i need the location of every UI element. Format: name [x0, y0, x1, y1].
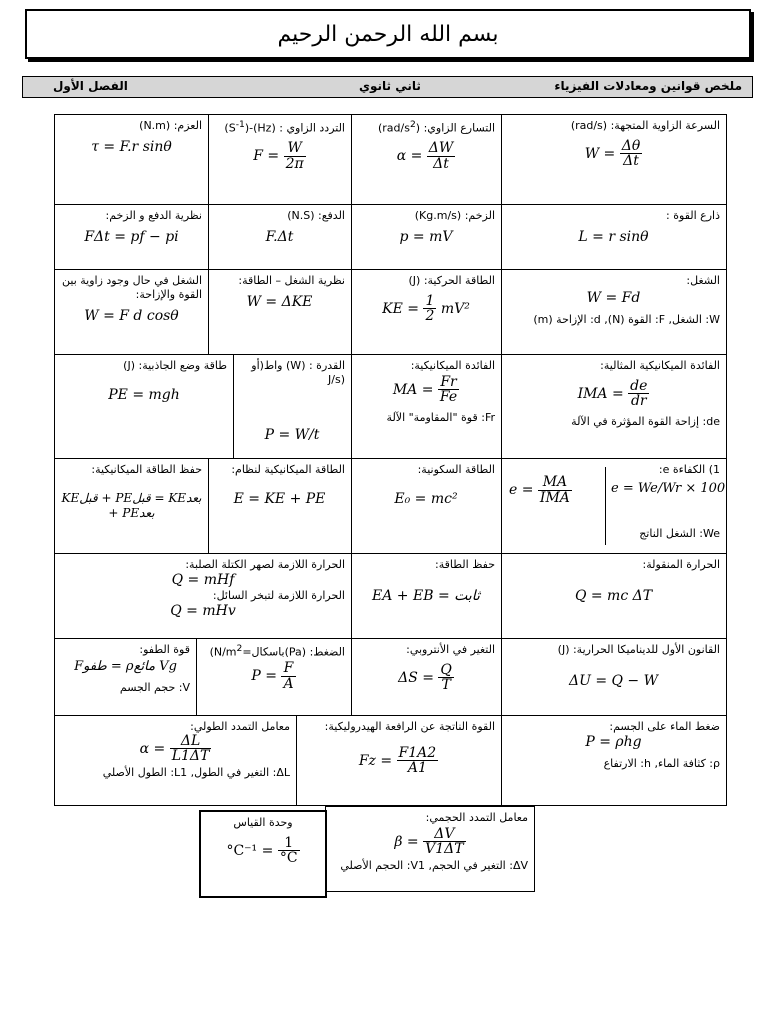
vaporization-heat-formula: Q = mHv	[170, 603, 236, 619]
angular-velocity-label: السرعة الزاوية المتجهة: (rad/s)	[570, 119, 720, 132]
fraction-numerator: 1	[425, 292, 435, 309]
formula-lhs: α =	[396, 148, 423, 165]
energy-conservation-formula: KEقبل + PEقبل = KEبعد + PEبعد	[61, 490, 202, 520]
fraction-numerator: Δθ	[621, 137, 641, 154]
linear-expansion-cell	[54, 715, 297, 806]
first-law-label: القانون الأول للديناميكا الحرارية: (J)	[557, 643, 720, 656]
efficiency-note: We: الشغل الناتج	[639, 527, 720, 540]
energy-conservation-ab-label: حفظ الطاقة:	[435, 558, 495, 571]
kinetic-energy-cell	[350, 269, 502, 355]
torque-cell	[54, 114, 209, 205]
formula-lhs: W =	[584, 145, 616, 162]
formula-rhs: mV²	[440, 300, 470, 317]
work-energy-cell	[207, 269, 352, 355]
chapter-label: الفصل الأول	[53, 79, 128, 93]
unit-cell	[199, 810, 327, 898]
unit-exponent: 2	[409, 119, 416, 130]
torque-formula: τ = F.r sinθ	[91, 138, 172, 155]
fraction-denominator: 2	[425, 308, 435, 325]
hydraulic-lift-label: القوة الناتجة عن الرافعة الهيدروليكية:	[324, 720, 495, 733]
rest-energy-label: الطاقة السكونية:	[417, 463, 495, 476]
fraction-numerator: 1	[278, 836, 300, 852]
unit-label: وحدة القياس	[233, 816, 293, 829]
ideal-ma-label: الفائدة الميكانيكية المثالية:	[600, 359, 720, 372]
fraction-numerator: ΔV	[423, 827, 465, 843]
angular-velocity-cell	[500, 114, 727, 205]
pressure-formula	[202, 661, 345, 691]
formula-lhs: °C⁻¹ =	[226, 842, 274, 859]
formula-lhs: P =	[251, 668, 278, 685]
fraction-numerator: W	[284, 141, 306, 157]
efficiency-formula-ma	[509, 475, 572, 505]
lever-arm-label: ذارع القوة :	[666, 209, 720, 222]
energy-conservation-ab-cell	[350, 553, 502, 639]
energy-conservation-ab-formula: EA + EB = ثابت	[372, 587, 480, 604]
formula-lhs: α =	[139, 740, 166, 757]
first-law-formula: ΔU = Q − W	[568, 672, 659, 689]
work-angle-formula: W = F d cosθ	[84, 307, 179, 324]
angular-velocity-formula	[507, 139, 720, 169]
unit-formula	[207, 836, 319, 866]
potential-energy-formula: PE = mgh	[108, 386, 180, 403]
momentum-cell	[350, 204, 502, 270]
potential-energy-cell	[54, 354, 234, 459]
latent-heat-cell	[54, 553, 352, 639]
mechanical-energy-formula: E = KE + PE	[233, 490, 326, 507]
fraction-denominator: V1ΔT	[425, 841, 464, 858]
formula-lhs: Fz =	[358, 752, 393, 769]
mechanical-advantage-cell	[350, 354, 502, 459]
vaporization-heat-label: الحرارة اللازمة لتبخر السائل:	[212, 589, 345, 603]
work-angle-label: الشغل في حال وجود زاوية بين القوة والإزاحة:	[62, 274, 202, 301]
efficiency-divider	[605, 467, 606, 545]
potential-energy-label: طاقة وضع الجاذبية: (J)	[123, 359, 227, 372]
buoyancy-label: قوة الطفو:	[139, 643, 190, 656]
volume-expansion-cell	[325, 806, 535, 892]
unit-exponent: 2	[236, 643, 243, 654]
first-law-cell	[500, 638, 727, 716]
power-formula: P = W/t	[264, 426, 320, 443]
work-cell	[500, 269, 727, 355]
water-pressure-note: ρ: كثافة الماء, h: الارتفاع	[603, 757, 720, 771]
kinetic-energy-formula	[357, 294, 495, 324]
fraction-denominator: L1ΔT	[171, 748, 210, 765]
power-cell	[232, 354, 352, 459]
impulse-formula: F.Δt	[265, 228, 294, 245]
formula-lhs: F =	[253, 148, 280, 165]
mechanical-advantage-formula	[357, 375, 495, 405]
angular-frequency-label: التردد الزاوي : (Hz)-(S	[228, 121, 345, 135]
work-formula: W = Fd	[586, 289, 641, 306]
header-bar	[22, 76, 753, 98]
mechanical-advantage-label: الفائدة الميكانيكية:	[410, 359, 495, 372]
efficiency-cell	[500, 458, 727, 554]
linear-expansion-label: معامل التمدد الطولي:	[190, 720, 290, 733]
volume-expansion-formula	[332, 827, 528, 857]
entropy-label: التغير في الأنتروبي:	[406, 643, 495, 656]
angular-frequency-cell: التردد الزاوي : $(Hz)-(S^{-1})$ F = $\frac{W}{2\pi}$	[207, 114, 352, 205]
fraction-denominator: A1	[407, 760, 427, 777]
heat-transfer-label: الحرارة المنقولة:	[642, 558, 720, 571]
impulse-momentum-cell	[54, 204, 209, 270]
volume-expansion-note: ΔV: التغير في الحجم, V1: الحجم الأصلي	[340, 859, 528, 873]
ideal-ma-formula	[507, 379, 720, 409]
angular-acceleration-cell: التسارع الزاوي: $(rad/s^2)$ α = $\frac{\Delta W}{\Delta t}$	[350, 114, 502, 205]
work-energy-formula: W = ΔKE	[246, 293, 313, 310]
mechanical-energy-cell	[207, 458, 352, 554]
energy-conservation-label: حفظ الطاقة الميكانيكية:	[91, 463, 202, 476]
energy-conservation-cell	[54, 458, 209, 554]
heat-transfer-formula: Q = mc ΔT	[574, 587, 653, 604]
efficiency-label: 1) الكفاءة e:	[658, 463, 720, 476]
pressure-label: الضغط: (Pa)باسكال=N/m	[213, 645, 345, 659]
buoyancy-formula: Fطفو = ρمائع Vg	[74, 658, 177, 674]
fraction-denominator: °C	[279, 850, 298, 867]
formula-lhs: MA =	[392, 381, 434, 398]
formula-lhs: KE =	[382, 300, 420, 317]
efficiency-formula-work: e = We/Wr × 100	[611, 481, 726, 496]
lever-arm-formula: L = r sinθ	[578, 228, 649, 245]
unit-exponent: -1	[235, 119, 245, 130]
summary-title: ملخص قوانين ومعادلات الفيزياء	[554, 79, 742, 93]
impulse-momentum-formula: FΔt = pf − pi	[84, 228, 179, 245]
page-title: بسم الله الرحمن الرحيم	[277, 21, 499, 47]
fusion-heat-label: الحرارة اللازمة لصهر الكتلة الصلبة:	[185, 558, 345, 571]
fraction-denominator: Fe	[439, 389, 458, 406]
work-energy-label: نظرية الشغل – الطاقة:	[238, 274, 345, 287]
angular-frequency-formula	[214, 141, 345, 171]
fraction-denominator: IMA	[539, 489, 570, 506]
kinetic-energy-label: الطاقة الحركية: (J)	[408, 274, 495, 287]
lever-arm-cell	[500, 204, 727, 270]
volume-expansion-label: معامل التمدد الحجمي:	[425, 811, 528, 824]
fraction-denominator: 2π	[285, 156, 304, 173]
formula-lhs: β =	[394, 833, 419, 850]
ideal-ma-note: de: إزاحة القوة المؤثرة في الآلة	[571, 415, 720, 429]
fraction-numerator: de	[630, 377, 648, 394]
buoyancy-note: V: حجم الجسم	[119, 681, 190, 694]
angular-acceleration-formula	[357, 141, 495, 171]
fraction-denominator: T	[441, 677, 451, 694]
heat-transfer-cell	[500, 553, 727, 639]
linear-expansion-formula	[61, 734, 290, 764]
page-title-box	[25, 9, 751, 59]
rest-energy-formula: E₀ = mc²	[394, 490, 458, 507]
impulse-momentum-label: نظرية الدفع و الزخم:	[105, 209, 202, 222]
fusion-heat-formula: Q = mHf	[171, 571, 235, 588]
fraction-denominator: Δt	[433, 156, 449, 173]
fraction-denominator: A	[283, 676, 294, 693]
fraction-denominator: Δt	[623, 153, 639, 170]
rest-energy-cell	[350, 458, 502, 554]
formula-lhs: IMA =	[577, 385, 624, 402]
impulse-cell	[207, 204, 352, 270]
entropy-formula	[357, 663, 495, 693]
water-pressure-label: ضغط الماء على الجسم:	[609, 720, 720, 733]
water-pressure-formula: P = ρhg	[585, 733, 642, 750]
linear-expansion-note: ΔL: التغير في الطول, L1: الطول الأصلي	[102, 766, 290, 780]
fraction-numerator: F	[281, 661, 295, 677]
formula-lhs: ΔS =	[398, 669, 434, 686]
water-pressure-cell	[500, 715, 727, 806]
fraction-numerator: ΔW	[428, 140, 454, 157]
grade-label: ثاني ثانوي	[359, 79, 421, 93]
momentum-label: الزخم: (Kg.m/s)	[414, 209, 495, 222]
work-angle-cell	[54, 269, 209, 355]
fraction-numerator: MA	[538, 475, 572, 491]
entropy-cell	[350, 638, 502, 716]
fraction-numerator: Q	[440, 661, 452, 678]
work-label: الشغل:	[686, 274, 720, 287]
momentum-formula: p = mV	[399, 228, 453, 245]
formula-lhs: e =	[509, 482, 534, 499]
mechanical-energy-label: الطاقة الميكانيكية لنظام:	[231, 463, 345, 476]
torque-label: العزم: (N.m)	[139, 119, 202, 132]
hydraulic-lift-formula	[302, 746, 495, 776]
hydraulic-lift-cell	[295, 715, 502, 806]
angular-acceleration-label: التسارع الزاوي: (rad/s	[382, 121, 495, 135]
mechanical-advantage-note: Fr: قوة "المقاومة" الآلة	[386, 411, 495, 425]
fraction-numerator: Fr	[438, 375, 459, 391]
power-label: القدرة : (W) واط(أو (J/s	[251, 359, 345, 386]
buoyancy-cell	[54, 638, 197, 716]
work-note: W: الشغل, F: القوة (N), d: الإزاحة (m)	[533, 313, 720, 327]
fraction-numerator: ΔL	[170, 734, 212, 750]
fraction-numerator: F1A2	[398, 744, 437, 761]
impulse-label: الدفع: (N.S)	[287, 209, 345, 222]
fraction-denominator: dr	[630, 393, 647, 410]
ideal-ma-cell	[500, 354, 727, 459]
pressure-cell: الضغط: $(Pa)باسكال=N/m^2$) P = $\frac{F}{A}$	[195, 638, 352, 716]
